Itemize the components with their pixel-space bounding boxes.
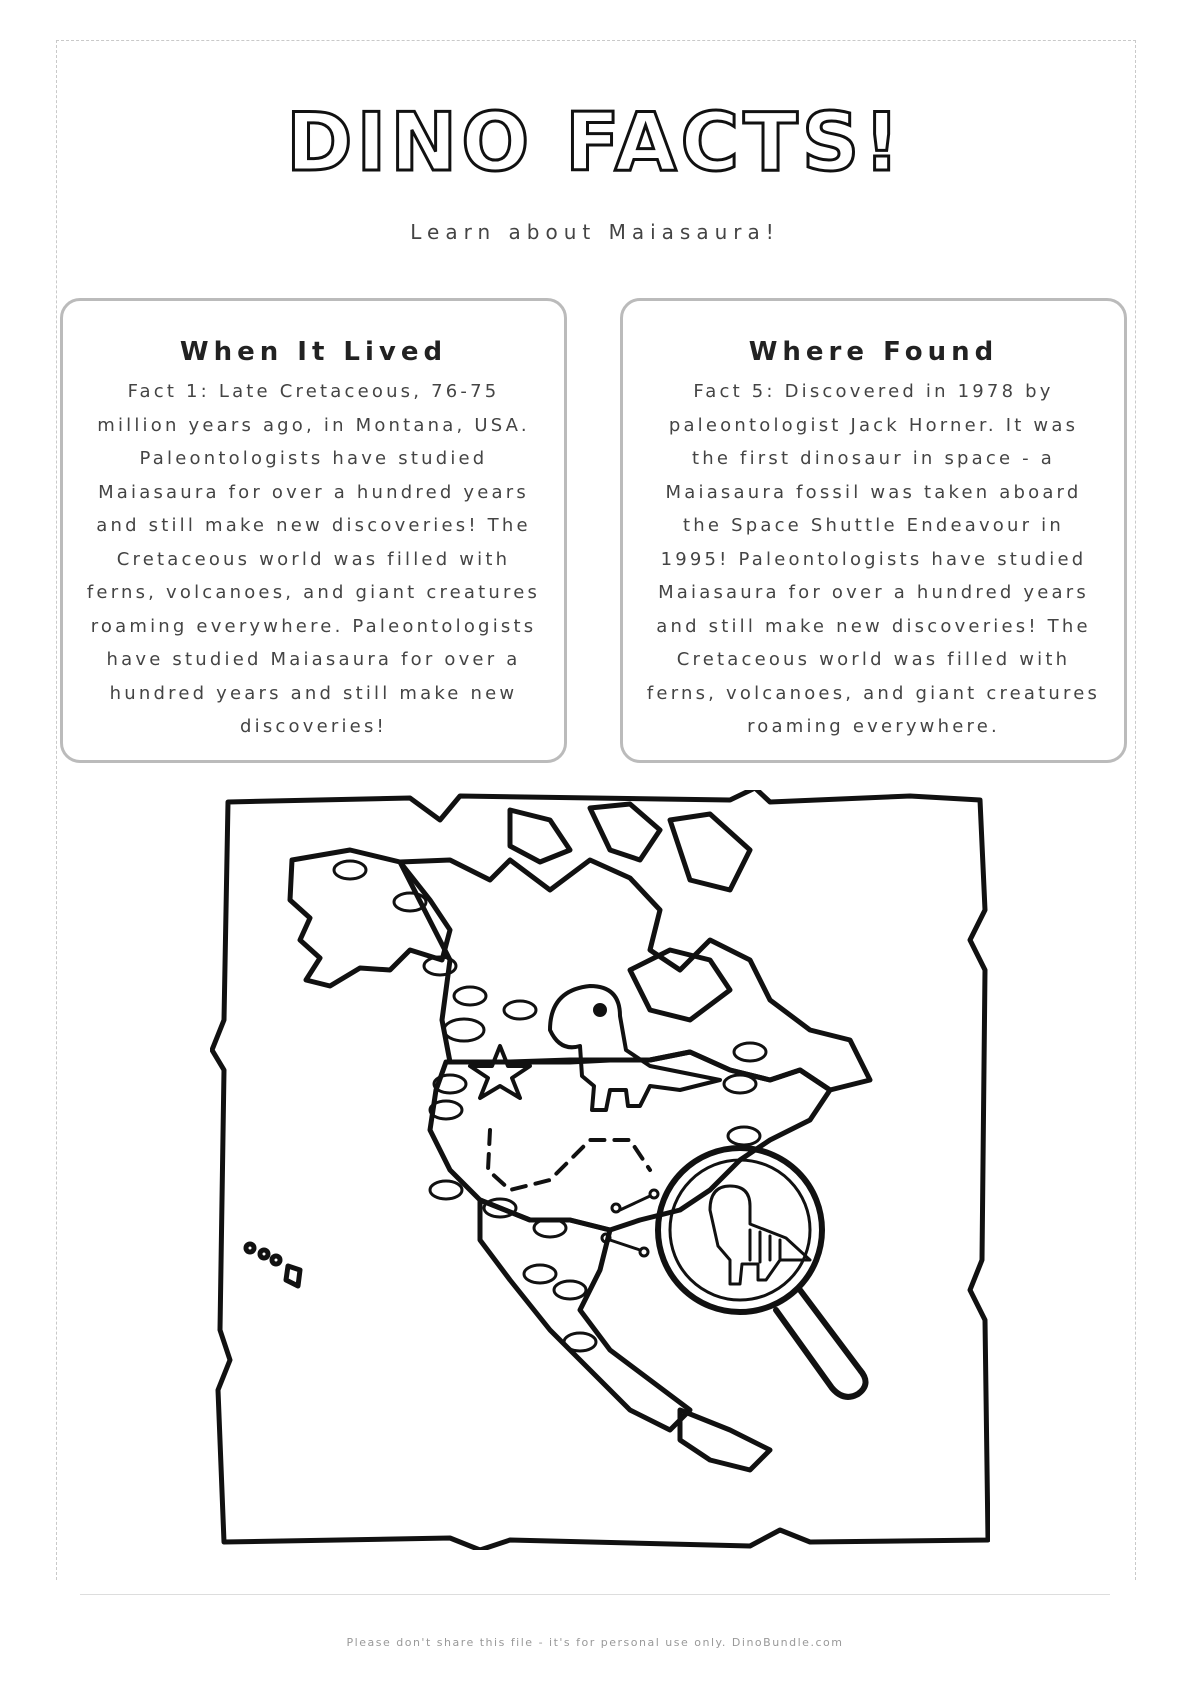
- hawaii-island: [286, 1266, 300, 1286]
- hawaii-island: [246, 1244, 254, 1252]
- dashed-trail: [488, 1130, 650, 1190]
- fact-card-heading: Where Found: [748, 337, 999, 367]
- nest-icon: [454, 987, 486, 1005]
- nest-icon: [554, 1281, 586, 1299]
- hawaii-island: [272, 1256, 280, 1264]
- fossil-skeleton-icon: [710, 1186, 810, 1284]
- fossil-site-star-icon: [470, 1046, 530, 1098]
- fact-card-heading: When It Lived: [179, 337, 448, 367]
- magnifying-glass-icon: [658, 1148, 866, 1397]
- nest-icon: [734, 1043, 766, 1061]
- footer-divider: [80, 1594, 1110, 1595]
- footer-note: Please don't share this file - it's for personal use only. DinoBundle.com: [346, 1636, 844, 1649]
- hawaii-island: [260, 1250, 268, 1258]
- nest-icon: [334, 861, 366, 879]
- nest-icon: [724, 1075, 756, 1093]
- nest-icon: [564, 1333, 596, 1351]
- arctic-island-shape: [590, 804, 660, 860]
- fact-card-where-found: [620, 298, 1127, 763]
- nest-icons: [334, 861, 766, 1351]
- page-title: DINO FACTS!: [286, 96, 904, 189]
- page-subtitle: Learn about Maiasaura!: [410, 220, 780, 244]
- nest-icon: [524, 1265, 556, 1283]
- fact-card-body: Fact 5: Discovered in 1978 by paleontologist Jack Horner. It was the first dinosaur in space - a Maiasaura fossil was taken aboard the Space Shuttle Endeavour in 1995! Paleontologists have studied Maiasaura for over a hundred years and still make new discoveries! The Cretaceous world was filled with ferns, volcanoes, and giant creatures roaming everywhere.: [646, 381, 1101, 737]
- arctic-island-shape: [510, 810, 570, 862]
- arctic-island-shape: [670, 814, 750, 890]
- nest-icon: [728, 1127, 760, 1145]
- hudson-bay-shape: [630, 950, 730, 1020]
- fact-card-when-it-lived: [60, 298, 567, 763]
- nest-icon: [444, 1019, 484, 1041]
- parchment-frame: [212, 790, 988, 1550]
- central-america-shape: [680, 1410, 770, 1470]
- fact-card-body: Fact 1: Late Cretaceous, 76-75 million years ago, in Montana, USA. Paleontologists have studied Maiasaura for over a hundred years and still make new discoveries! The Cretaceous world was filled with ferns, volcanoes, and giant creatures roaming everywhere. Paleontologists have studied Maiasaura for over a hundred years and still make new discoveries!: [86, 381, 541, 737]
- maiasaura-dinosaur-illustration: [550, 986, 720, 1110]
- nest-icon: [430, 1181, 462, 1199]
- north-america-map-illustration: [210, 790, 990, 1550]
- nest-icon: [504, 1001, 536, 1019]
